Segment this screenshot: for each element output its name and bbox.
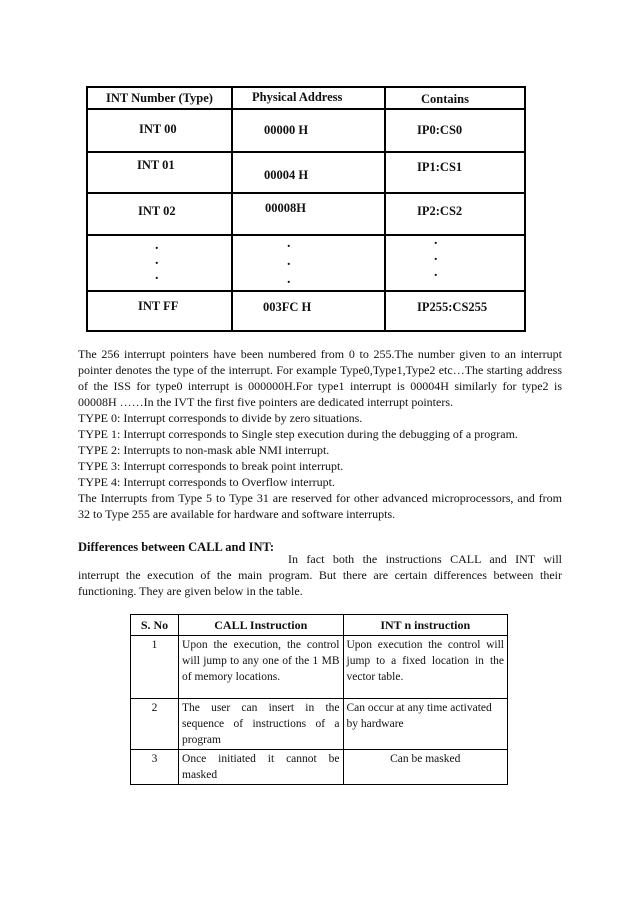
ivt-dot: . bbox=[434, 265, 438, 280]
table-header-row bbox=[131, 615, 508, 636]
ivt-dot: . bbox=[155, 268, 159, 283]
type-1-line: TYPE 1: Interrupt corresponds to Single step execution during the debugging of a program. bbox=[78, 427, 518, 441]
column-divider bbox=[384, 88, 386, 330]
ivt-dot: . bbox=[434, 249, 438, 264]
ivt-cell-address: 00004 H bbox=[264, 168, 309, 182]
ivt-cell-contains: IP2:CS2 bbox=[417, 204, 463, 218]
cell-sno: 2 bbox=[131, 699, 179, 750]
ivt-table bbox=[86, 86, 526, 332]
row-divider bbox=[88, 192, 524, 194]
cell-sno: 1 bbox=[131, 636, 179, 699]
intro-paragraph: The 256 interrupt pointers have been numbered from 0 to 255.The number given to an interrupt pointer denotes the type of the interrupt. For example Type0,Type1,Type2 etc…The starting address of the ISS for type0 interrupt is 000000H.For type1 interrupt is 00004H similarly for type2 is 00008H ……In the IVT the first five pointers are dedicated interrupt pointers. bbox=[78, 347, 562, 409]
ivt-cell-contains: IP0:CS0 bbox=[417, 123, 463, 137]
ivt-cell-address: 00000 H bbox=[264, 123, 309, 137]
type-2-line: TYPE 2: Interrupts to non-mask able NMI interrupt. bbox=[78, 443, 330, 457]
ivt-dot: . bbox=[434, 233, 438, 248]
call-vs-int-table bbox=[130, 614, 508, 785]
cell-call: The user can insert in the sequence of instructions of a program bbox=[179, 699, 343, 750]
cell-int: Can occur at any time activated by hardware bbox=[343, 699, 508, 750]
ivt-dot: . bbox=[287, 236, 291, 251]
section-heading: Differences between CALL and INT: bbox=[78, 540, 275, 554]
ivt-cell-contains: IP1:CS1 bbox=[417, 160, 463, 174]
header-sno: S. No bbox=[131, 615, 179, 636]
cell-int: Upon execution the control will jump to a fixed location in the vector table. bbox=[343, 636, 508, 699]
ivt-cell-int: INT 00 bbox=[139, 122, 177, 136]
ivt-dot: . bbox=[155, 253, 159, 268]
ivt-cell-contains: IP255:CS255 bbox=[417, 300, 488, 314]
ivt-cell-int: INT 02 bbox=[138, 204, 176, 218]
ivt-dot: . bbox=[155, 238, 159, 253]
table-row bbox=[131, 636, 508, 699]
comparison-intro: In fact both the instructions CALL and INT will interrupt the execution of the main program. But there are certain differences between their functioning. They are given below in the table. bbox=[78, 552, 562, 598]
row-divider bbox=[88, 234, 524, 236]
row-divider bbox=[88, 290, 524, 292]
ivt-dot: . bbox=[287, 254, 291, 269]
table-row bbox=[131, 750, 508, 785]
type-0-line: TYPE 0: Interrupt corresponds to divide by zero situations. bbox=[78, 411, 363, 425]
row-divider bbox=[88, 108, 524, 110]
ivt-cell-address: 00008H bbox=[265, 201, 306, 215]
cell-int: Can be masked bbox=[343, 750, 508, 785]
row-divider bbox=[88, 151, 524, 153]
cell-sno: 3 bbox=[131, 750, 179, 785]
ivt-cell-address: 003FC H bbox=[263, 300, 312, 314]
ivt-cell-int: INT FF bbox=[138, 299, 179, 313]
column-divider bbox=[231, 88, 233, 330]
ivt-header-int-number: INT Number (Type) bbox=[106, 91, 213, 105]
reserved-paragraph: The Interrupts from Type 5 to Type 31 are reserved for other advanced microprocessors, and from 32 to Type 255 are available for hardware and software interrupts. bbox=[78, 491, 562, 521]
type-3-line: TYPE 3: Interrupt corresponds to break point interrupt. bbox=[78, 459, 344, 473]
ivt-dot: . bbox=[287, 272, 291, 287]
cell-call: Upon the execution, the control will jump to any one of the 1 MB of memory locations. bbox=[179, 636, 343, 699]
header-call: CALL Instruction bbox=[179, 615, 343, 636]
cell-call: Once initiated it cannot be masked bbox=[179, 750, 343, 785]
ivt-cell-int: INT 01 bbox=[137, 158, 175, 172]
table-row bbox=[131, 699, 508, 750]
type-4-line: TYPE 4: Interrupt corresponds to Overflow interrupt. bbox=[78, 475, 335, 489]
ivt-header-contains: Contains bbox=[421, 92, 469, 106]
ivt-header-physical-address: Physical Address bbox=[252, 90, 343, 104]
header-int: INT n instruction bbox=[343, 615, 508, 636]
